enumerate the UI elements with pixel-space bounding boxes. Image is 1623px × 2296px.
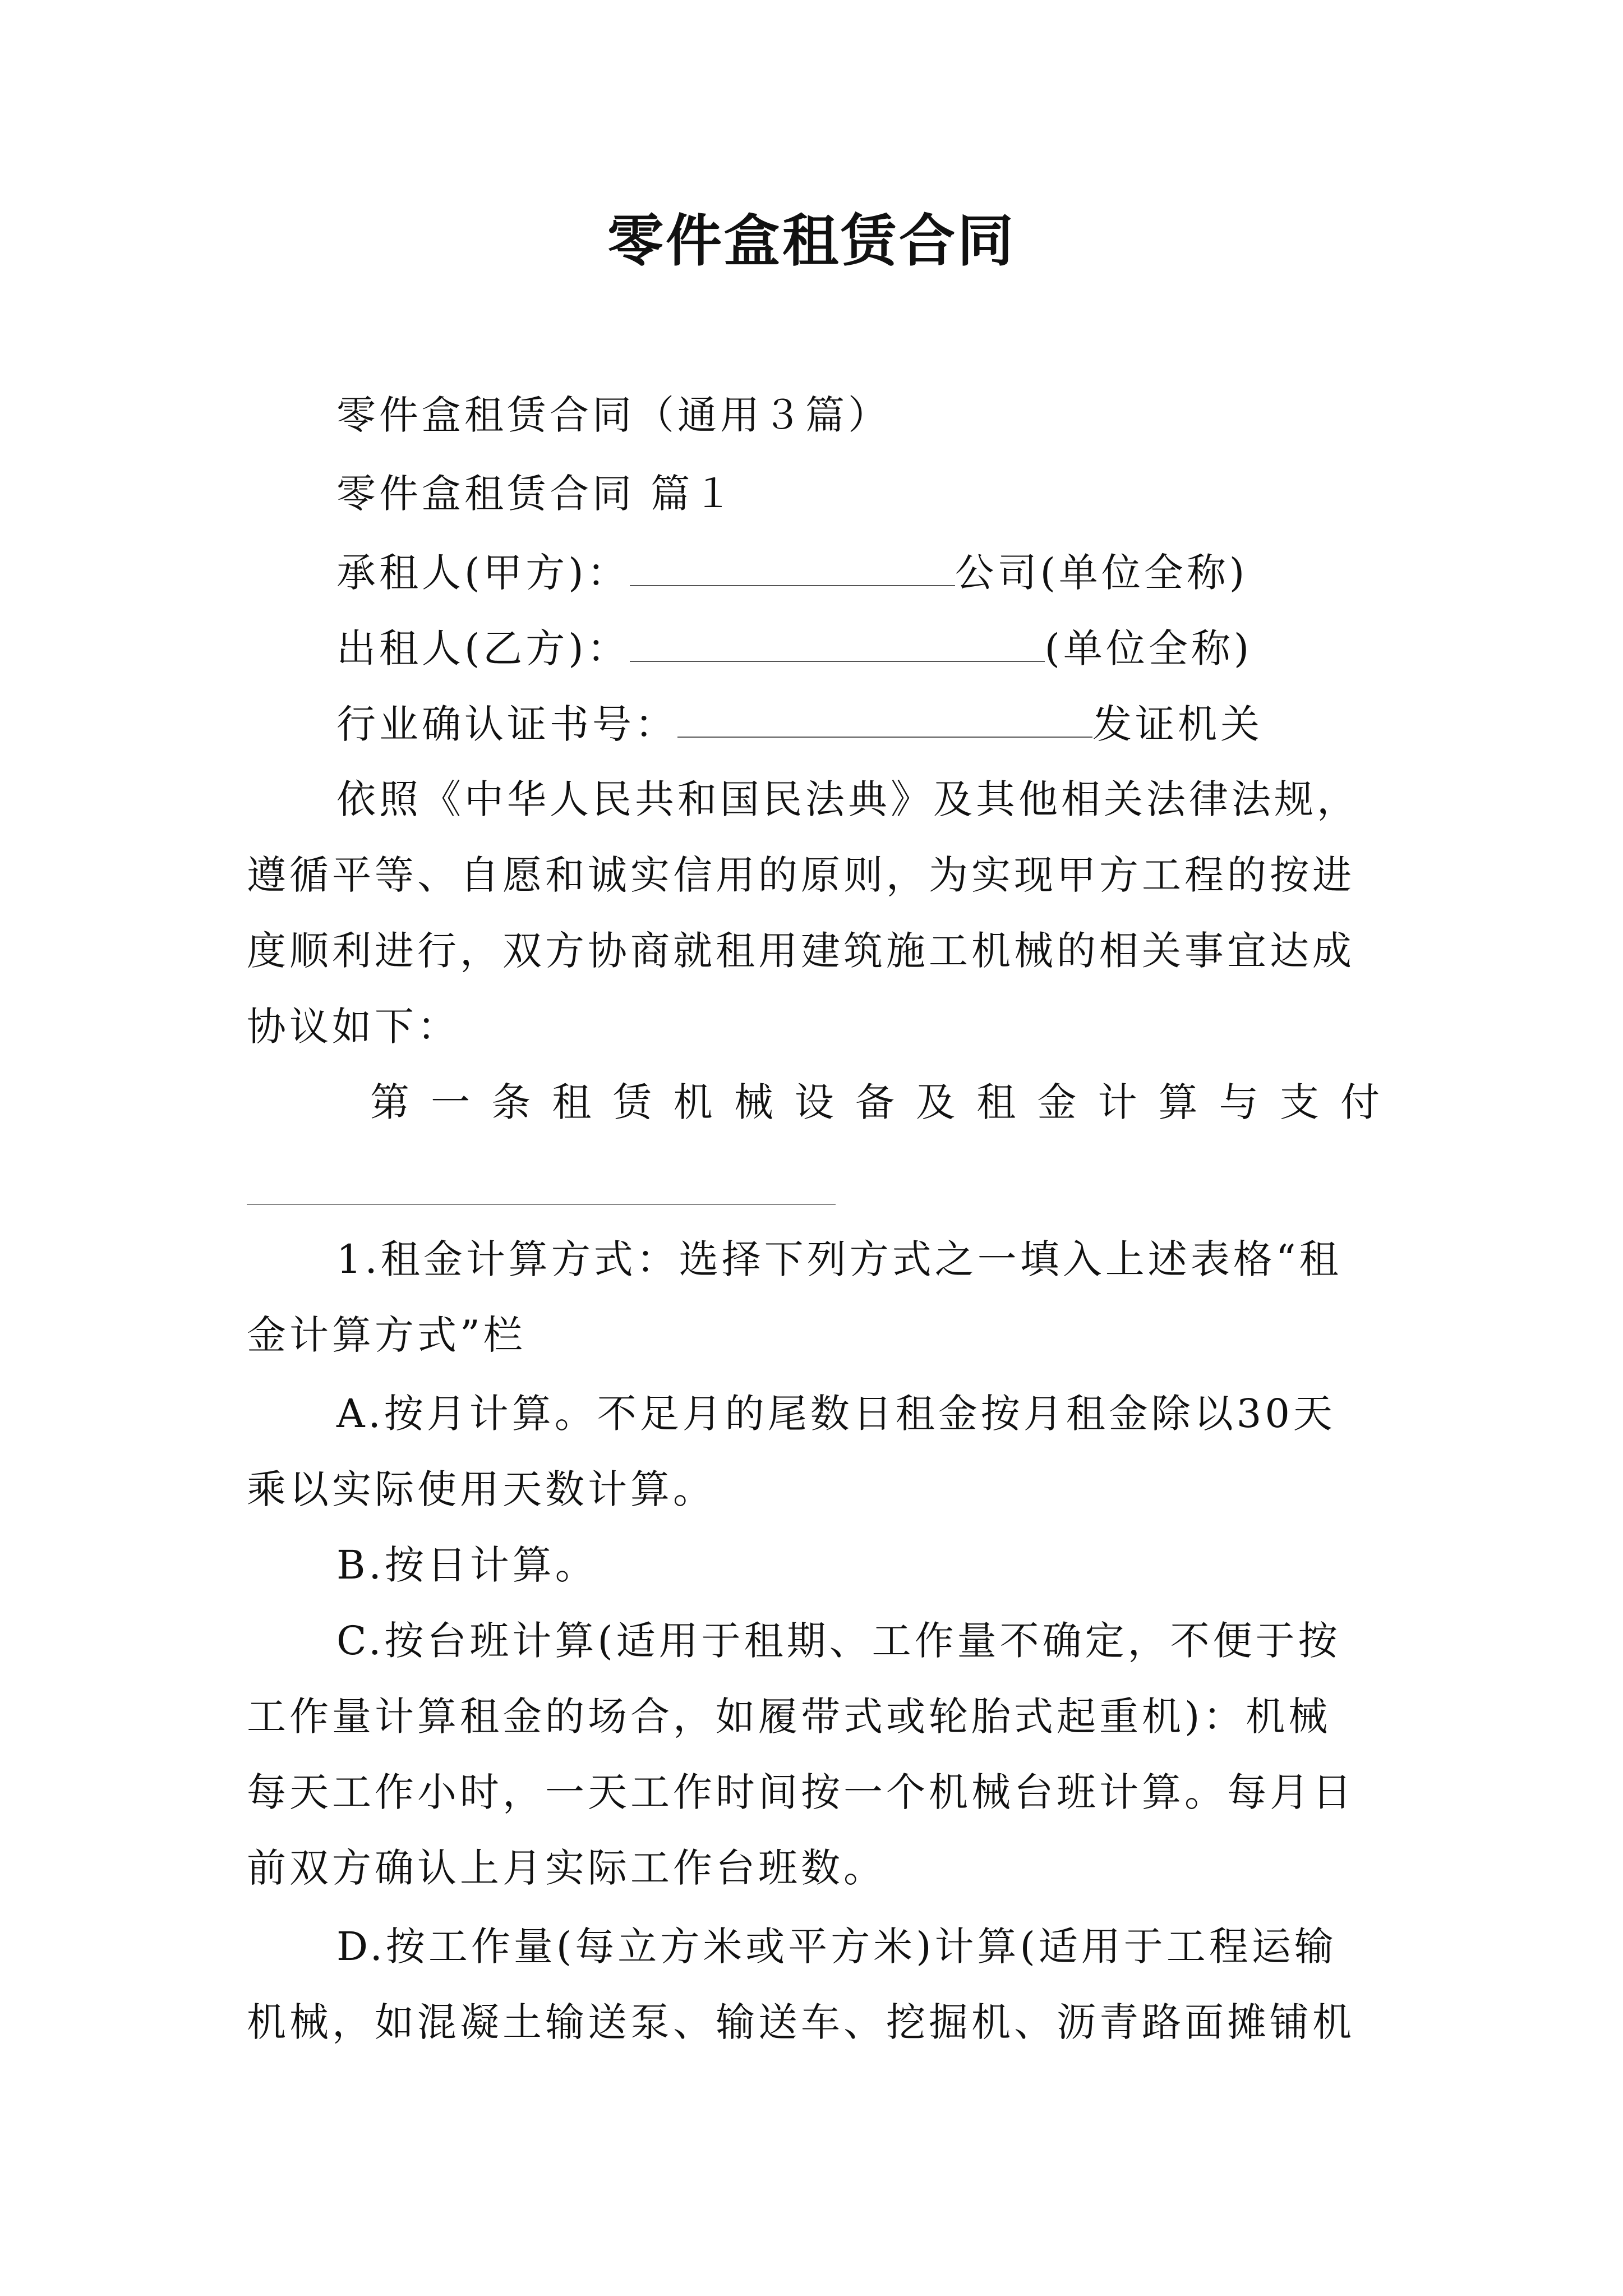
intro-line-3: 度顺利进行，双方协商就租用建筑施工机械的相关事宜达成 bbox=[247, 928, 1355, 974]
lessor-label: 出租人(乙方)： bbox=[336, 625, 630, 671]
item-c-line-1: C.按台班计算(适用于租期、工作量不确定，不便于按 bbox=[336, 1618, 1341, 1664]
cert-blank bbox=[677, 693, 1092, 738]
item-1-line-1: 1.租金计算方式：选择下列方式之一填入上述表格“租 bbox=[336, 1236, 1342, 1282]
article-1-char: 设 bbox=[794, 1079, 834, 1125]
part-heading: 零件盒租赁合同 篇１ bbox=[336, 471, 736, 517]
article-1-char: 条 bbox=[491, 1079, 531, 1125]
item-b-line-1: B.按日计算。 bbox=[336, 1542, 598, 1588]
lessor-blank bbox=[630, 617, 1045, 662]
article-1-char: 备 bbox=[855, 1079, 895, 1125]
lessee-blank bbox=[630, 541, 955, 586]
lessee-suffix: 公司(单位全称) bbox=[955, 550, 1248, 596]
lessor-line bbox=[336, 617, 1252, 677]
intro-line-2: 遵循平等、自愿和诚实信用的原则，为实现甲方工程的按进 bbox=[247, 852, 1355, 898]
lessee-line bbox=[336, 541, 1248, 601]
article-1-char: 赁 bbox=[612, 1079, 652, 1125]
item-c-line-2: 工作量计算租金的场合，如履带式或轮胎式起重机)：机械 bbox=[247, 1694, 1331, 1740]
cert-label: 行业确认证书号： bbox=[336, 701, 677, 747]
item-d-line-2: 机械，如混凝土输送泵、输送车、挖掘机、沥青路面摊铺机 bbox=[247, 1999, 1355, 2045]
article-1-char: 付 bbox=[1340, 1079, 1380, 1125]
item-c-line-3: 每天工作小时，一天工作时间按一个机械台班计算。每月日 bbox=[247, 1769, 1355, 1815]
lessor-suffix: (单位全称) bbox=[1044, 625, 1253, 671]
item-d-line-1: D.按工作量(每立方米或平方米)计算(适用于工程运输 bbox=[336, 1924, 1337, 1970]
article-1-underline bbox=[247, 1204, 836, 1205]
item-1-line-2: 金计算方式”栏 bbox=[247, 1312, 526, 1358]
document-subtitle: 零件盒租赁合同（通用３篇） bbox=[336, 392, 891, 438]
article-1-char: 与 bbox=[1219, 1079, 1258, 1125]
article-1-char: 一 bbox=[431, 1079, 471, 1125]
article-1-char: 械 bbox=[734, 1079, 773, 1125]
item-a-line-2: 乘以实际使用天数计算。 bbox=[247, 1466, 716, 1512]
item-a-line-1: A.按月计算。不足月的尾数日租金按月租金除以30天 bbox=[336, 1391, 1336, 1437]
intro-line-4: 协议如下： bbox=[247, 1004, 460, 1050]
article-1-char: 支 bbox=[1279, 1079, 1319, 1125]
cert-line bbox=[336, 693, 1263, 752]
article-1-char: 算 bbox=[1158, 1079, 1198, 1125]
lessee-label: 承租人(甲方)： bbox=[336, 550, 630, 596]
article-1-char: 第 bbox=[370, 1079, 409, 1125]
article-1-char: 金 bbox=[1037, 1079, 1077, 1125]
document-title: 零件盒租赁合同 bbox=[607, 208, 1016, 274]
article-1-char: 及 bbox=[916, 1079, 956, 1125]
article-1-char: 租 bbox=[976, 1079, 1016, 1125]
intro-line-1: 依照《中华人民共和国民法典》及其他相关法律法规， bbox=[336, 776, 1359, 822]
cert-suffix: 发证机关 bbox=[1092, 701, 1263, 747]
item-c-line-4: 前双方确认上月实际工作台班数。 bbox=[247, 1845, 886, 1891]
article-1-heading bbox=[370, 1074, 1380, 1130]
article-1-char: 租 bbox=[552, 1079, 592, 1125]
article-1-char: 机 bbox=[673, 1079, 713, 1125]
article-1-char: 计 bbox=[1098, 1079, 1137, 1125]
